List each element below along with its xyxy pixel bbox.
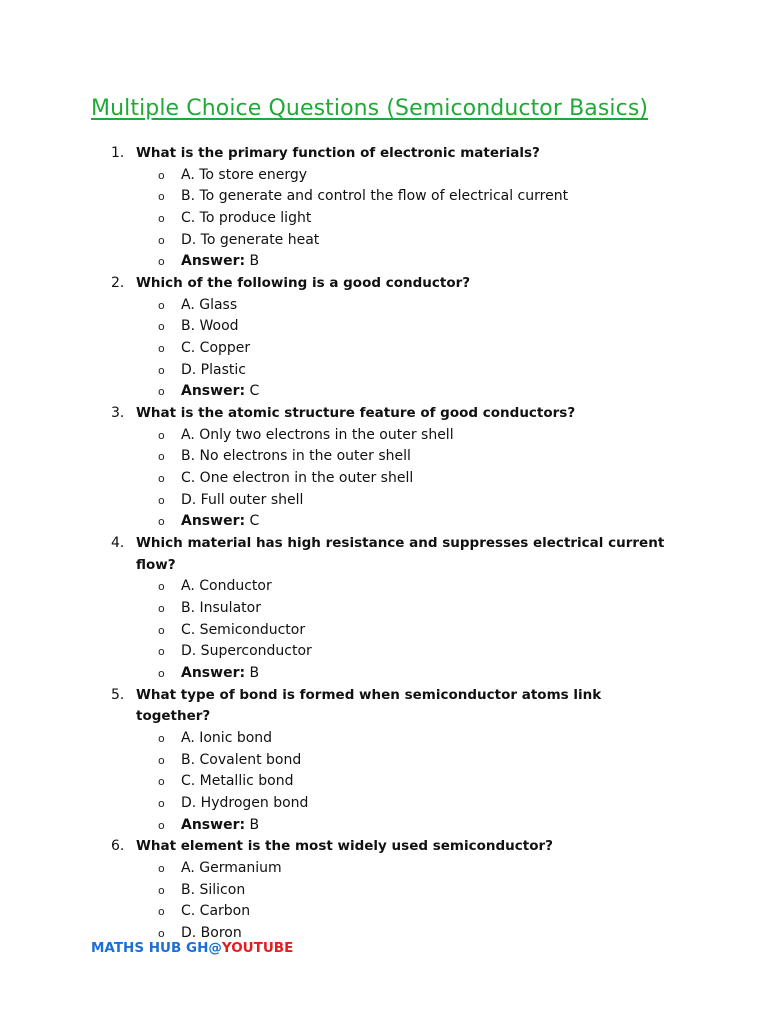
answer-value: C	[249, 383, 260, 400]
circle-bullet-icon: o	[158, 190, 165, 204]
option-list	[0, 858, 768, 945]
page-title: Multiple Choice Questions (Semiconductor Basics)	[91, 96, 649, 121]
option-text: D. Plastic	[181, 361, 246, 378]
question-text: What is the primary function of electronic materials?	[136, 145, 540, 161]
option-item	[0, 186, 768, 208]
circle-bullet-icon: o	[158, 731, 165, 745]
option-item	[0, 576, 768, 598]
option-text: C. To produce light	[181, 209, 312, 226]
option-text: C. One electron in the outer shell	[181, 470, 414, 487]
option-text: A. Germanium	[181, 859, 282, 876]
option-item	[0, 230, 768, 252]
option-item	[0, 208, 768, 230]
option-item	[0, 295, 768, 317]
answer-label: Answer:	[181, 253, 246, 270]
option-text: C. Copper	[181, 340, 251, 356]
circle-bullet-icon: o	[158, 645, 165, 659]
circle-bullet-icon: o	[158, 775, 165, 789]
option-list	[0, 728, 768, 836]
circle-bullet-icon: o	[158, 450, 165, 464]
footer-channel: YOUTUBE	[221, 940, 294, 956]
option-item	[0, 316, 768, 338]
circle-bullet-icon: o	[158, 883, 165, 897]
option-text: B. Wood	[181, 318, 239, 335]
circle-bullet-icon: o	[158, 428, 165, 442]
circle-bullet-icon: o	[158, 623, 165, 637]
circle-bullet-icon: o	[158, 472, 165, 486]
question-row	[0, 533, 768, 576]
footer-at-sign: @	[208, 940, 222, 956]
option-item	[0, 165, 768, 187]
option-text: C. Carbon	[181, 903, 251, 920]
option-text: B. To generate and control the flow of electrical current	[181, 188, 569, 205]
option-text: D. Superconductor	[181, 643, 312, 660]
circle-bullet-icon: o	[158, 233, 165, 247]
footer-brand: MATHS HUB GH	[91, 940, 209, 956]
circle-bullet-icon: o	[158, 753, 165, 767]
option-text: D. Hydrogen bond	[181, 794, 309, 811]
question-row	[0, 403, 768, 425]
option-text: A. Glass	[181, 296, 238, 313]
circle-bullet-icon: o	[158, 818, 165, 832]
option-item	[0, 793, 768, 815]
question-item	[0, 685, 768, 837]
circle-bullet-icon: o	[158, 927, 165, 940]
question-text: Which material has high resistance and suppresses electrical current flow?	[136, 535, 665, 573]
question-text: What is the atomic structure feature of good conductors?	[136, 405, 576, 422]
option-item	[0, 641, 768, 663]
circle-bullet-icon: o	[158, 211, 165, 225]
option-text: A. Conductor	[181, 578, 272, 595]
option-item	[0, 360, 768, 382]
question-number: 4.	[111, 535, 125, 552]
circle-bullet-icon: o	[158, 298, 165, 312]
circle-bullet-icon: o	[158, 515, 165, 529]
option-list	[0, 425, 768, 533]
question-number: 1.	[111, 145, 125, 161]
circle-bullet-icon: o	[158, 493, 165, 507]
option-text: B. No electrons in the outer shell	[181, 448, 411, 465]
circle-bullet-icon: o	[158, 168, 165, 182]
option-text: D. Boron	[181, 925, 242, 941]
option-text: A. Only two electrons in the outer shell	[181, 426, 454, 443]
answer-item	[0, 663, 768, 685]
answer-item	[0, 511, 768, 533]
question-number: 2.	[111, 275, 125, 292]
option-item	[0, 728, 768, 750]
answer-value: C	[249, 513, 260, 530]
option-text: B. Silicon	[181, 881, 246, 898]
answer-label: Answer:	[181, 665, 246, 682]
circle-bullet-icon: o	[158, 363, 165, 377]
option-item	[0, 901, 768, 923]
question-item	[0, 403, 768, 533]
option-list	[0, 165, 768, 273]
option-list	[0, 295, 768, 403]
question-row	[0, 143, 768, 165]
option-item	[0, 468, 768, 490]
circle-bullet-icon: o	[158, 796, 165, 810]
circle-bullet-icon: o	[158, 580, 165, 594]
option-item	[0, 880, 768, 902]
question-list	[0, 143, 768, 945]
question-number: 6.	[111, 838, 125, 855]
answer-item	[0, 251, 768, 273]
option-item	[0, 425, 768, 447]
question-text: What element is the most widely used semiconductor?	[136, 838, 553, 855]
question-item	[0, 533, 768, 685]
option-item	[0, 858, 768, 880]
option-text: B. Covalent bond	[181, 751, 302, 768]
question-number: 3.	[111, 405, 125, 422]
answer-item	[0, 381, 768, 403]
circle-bullet-icon: o	[158, 255, 165, 269]
footer-credit	[91, 940, 293, 956]
option-text: D. Full outer shell	[181, 491, 304, 508]
circle-bullet-icon: o	[158, 320, 165, 334]
answer-label: Answer:	[181, 816, 246, 833]
answer-label: Answer:	[181, 383, 246, 400]
circle-bullet-icon: o	[158, 667, 165, 681]
option-item	[0, 490, 768, 512]
option-text: B. Insulator	[181, 599, 261, 616]
question-item	[0, 143, 768, 273]
option-text: D. To generate heat	[181, 231, 320, 248]
circle-bullet-icon: o	[158, 905, 165, 919]
option-text: C. Metallic bond	[181, 773, 294, 790]
option-text: A. Ionic bond	[181, 729, 273, 746]
answer-value: B	[249, 816, 260, 833]
question-row	[0, 273, 768, 295]
question-number: 5.	[111, 686, 125, 703]
answer-value: B	[249, 665, 260, 682]
option-item	[0, 338, 768, 360]
question-text: Which of the following is a good conductor?	[136, 275, 471, 292]
question-item	[0, 836, 768, 944]
option-text: C. Semiconductor	[181, 621, 306, 638]
circle-bullet-icon: o	[158, 342, 165, 355]
option-text: A. To store energy	[181, 166, 308, 183]
question-row	[0, 685, 768, 728]
option-item	[0, 620, 768, 642]
option-list	[0, 576, 768, 684]
option-item	[0, 771, 768, 793]
circle-bullet-icon: o	[158, 861, 165, 875]
answer-item	[0, 815, 768, 837]
circle-bullet-icon: o	[158, 601, 165, 615]
question-row	[0, 836, 768, 858]
question-text: What type of bond is formed when semiconductor atoms link together?	[136, 686, 602, 725]
option-item	[0, 750, 768, 772]
answer-value: B	[249, 253, 260, 270]
answer-label: Answer:	[181, 513, 246, 530]
option-item	[0, 446, 768, 468]
option-item	[0, 598, 768, 620]
circle-bullet-icon: o	[158, 385, 165, 399]
question-item	[0, 273, 768, 403]
